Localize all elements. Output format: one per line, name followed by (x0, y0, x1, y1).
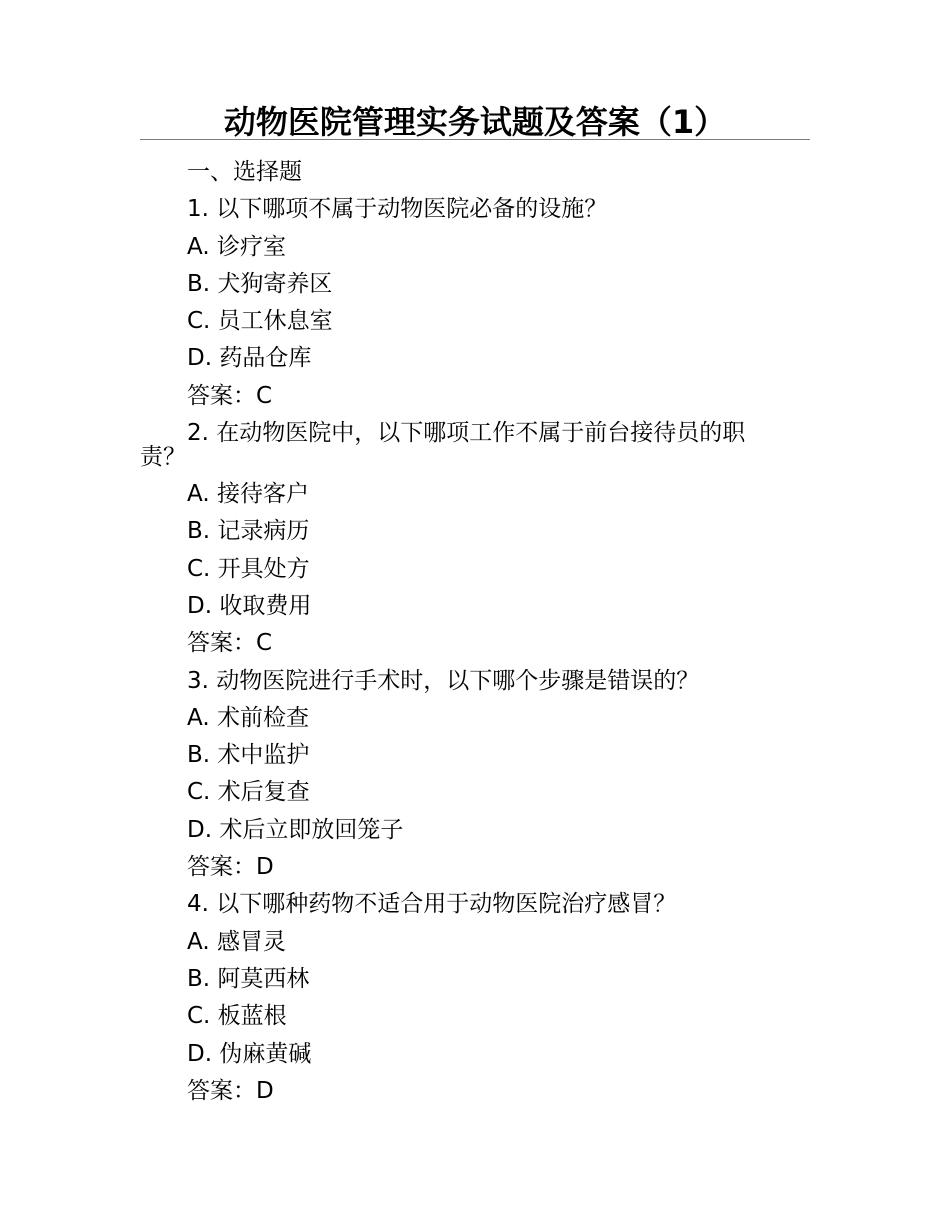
section-heading: 一、选择题 (187, 159, 302, 185)
question-1-text: 1. 以下哪项不属于动物医院必备的设施？ (187, 196, 608, 223)
question-2-text-line2: 责？ (140, 444, 186, 471)
question-1-option-a: A. 诊疗室 (187, 233, 286, 260)
question-4-option-c: C. 板蓝根 (187, 1003, 287, 1030)
question-4-option-b: B. 阿莫西林 (187, 965, 310, 992)
question-2-option-b: B. 记录病历 (187, 518, 310, 545)
question-2-text-line1: 2. 在动物医院中，以下哪项工作不属于前台接待员的职 (187, 420, 746, 447)
document-body (140, 154, 810, 1110)
question-1-option-d: D. 药品仓库 (187, 345, 312, 372)
question-1-answer: 答案：C (187, 382, 273, 409)
question-4-answer: 答案：D (187, 1077, 274, 1104)
question-3-option-c: C. 术后复查 (187, 779, 310, 806)
question-2-answer: 答案：C (187, 630, 273, 657)
question-4-option-d: D. 伪麻黄碱 (187, 1040, 312, 1067)
title-underline (140, 139, 810, 140)
document-title: 动物医院管理实务试题及答案（1） (223, 103, 727, 141)
question-2-option-c: C. 开具处方 (187, 555, 310, 582)
question-2-option-d: D. 收取费用 (187, 592, 312, 619)
question-1-option-b: B. 犬狗寄养区 (187, 270, 333, 297)
question-3-answer: 答案：D (187, 854, 274, 881)
question-3-option-b: B. 术中监护 (187, 742, 310, 769)
question-1-option-c: C. 员工休息室 (187, 308, 333, 335)
question-4-option-a: A. 感冒灵 (187, 928, 286, 955)
question-3-text: 3. 动物医院进行手术时，以下哪个步骤是错误的？ (187, 667, 700, 694)
question-2-option-a: A. 接待客户 (187, 481, 309, 508)
question-3-option-d: D. 术后立即放回笼子 (187, 816, 404, 843)
question-4-text: 4. 以下哪种药物不适合用于动物医院治疗感冒？ (187, 891, 677, 918)
question-3-option-a: A. 术前检查 (187, 704, 309, 731)
question-2-text (140, 415, 810, 476)
